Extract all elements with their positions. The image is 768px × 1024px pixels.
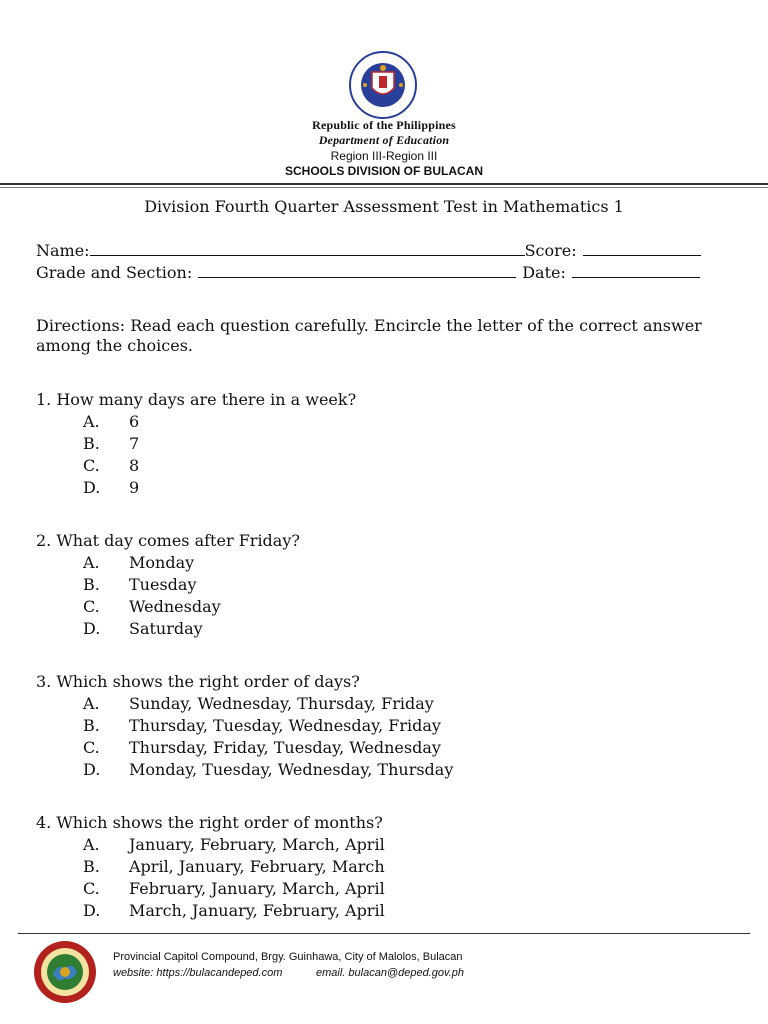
choice-1a[interactable] [83,412,139,431]
grade-section-field[interactable] [198,263,516,278]
question-2: 2. What day comes after Friday? [36,531,300,550]
choice-2b[interactable] [83,575,196,594]
footer-email[interactable]: email. bulacan@deped.gov.ph [316,967,464,979]
choice-3b[interactable] [83,716,441,735]
choice-letter: D. [83,619,101,638]
choice-text: 7 [129,434,140,453]
choice-text: Tuesday [129,575,197,594]
choice-text: 6 [129,412,140,431]
header-rule [0,183,768,185]
choice-text: March, January, February, April [129,901,385,920]
footer-website[interactable]: website: https://bulacandeped.com [113,967,283,979]
bulacan-division-logo [33,940,97,1004]
footer-address: Provincial Capitol Compound, Brgy. Guinhawa, City of Malolos, Bulacan [113,951,463,963]
choice-letter: B. [83,857,100,876]
choice-text: 8 [129,456,140,475]
choice-letter: C. [83,738,100,757]
choice-3a[interactable] [83,694,434,713]
choice-text: Monday, Tuesday, Wednesday, Thursday [129,760,454,779]
question-1: 1. How many days are there in a week? [36,390,357,409]
choice-letter: A. [83,553,100,572]
choice-letter: A. [83,694,100,713]
choice-letter: C. [83,597,100,616]
choice-letter: D. [83,760,101,779]
choice-1b[interactable] [83,434,139,453]
name-field[interactable] [90,241,525,256]
directions: Directions: Read each question carefully. Encircle the letter of the correct answer among the choices. [36,316,702,355]
header-rule-thin [0,187,768,188]
choice-text: January, February, March, April [129,835,385,854]
deped-seal [348,50,418,120]
name-label: Name: [36,241,90,260]
choice-3c[interactable] [83,738,441,757]
choice-2c[interactable] [83,597,221,616]
grade-section-label: Grade and Section: [36,263,193,282]
choice-letter: D. [83,901,101,920]
date-field[interactable] [572,263,700,278]
choice-letter: B. [83,575,100,594]
choice-text: Thursday, Friday, Tuesday, Wednesday [129,738,441,757]
choice-letter: D. [83,478,101,497]
choice-text: February, January, March, April [129,879,385,898]
score-field[interactable] [583,241,701,256]
choice-letter: B. [83,716,100,735]
region-line: Region III-Region III [330,149,438,163]
choice-1c[interactable] [83,456,139,475]
choice-1d[interactable] [83,478,139,497]
name-score-row [36,241,701,260]
choice-text: 9 [129,478,140,497]
choice-text: Wednesday [129,597,221,616]
choice-letter: C. [83,456,100,475]
choice-text: Monday [129,553,195,572]
question-3: 3. Which shows the right order of days? [36,672,360,691]
department-line: Department of Education [318,133,450,147]
choice-letter: A. [83,835,100,854]
choice-letter: A. [83,412,100,431]
republic-line: Republic of the Philippines [312,118,456,132]
choice-text: Sunday, Wednesday, Thursday, Friday [129,694,434,713]
choice-4b[interactable] [83,857,385,876]
choice-2d[interactable] [83,619,203,638]
grade-date-row [36,263,700,282]
test-title: Division Fourth Quarter Assessment Test in Mathematics 1 [144,197,624,216]
choice-4c[interactable] [83,879,385,898]
choice-3d[interactable] [83,760,453,779]
score-label: Score: [524,241,577,260]
choice-text: April, January, February, March [129,857,385,876]
choice-text: Saturday [129,619,203,638]
date-label: Date: [522,263,566,282]
choice-letter: C. [83,879,100,898]
division-line: SCHOOLS DIVISION OF BULACAN [284,164,483,178]
choice-4a[interactable] [83,835,385,854]
choice-text: Thursday, Tuesday, Wednesday, Friday [129,716,441,735]
footer-rule [18,933,750,934]
choice-letter: B. [83,434,100,453]
question-4: 4. Which shows the right order of months? [36,813,383,832]
choice-4d[interactable] [83,901,385,920]
choice-2a[interactable] [83,553,194,572]
